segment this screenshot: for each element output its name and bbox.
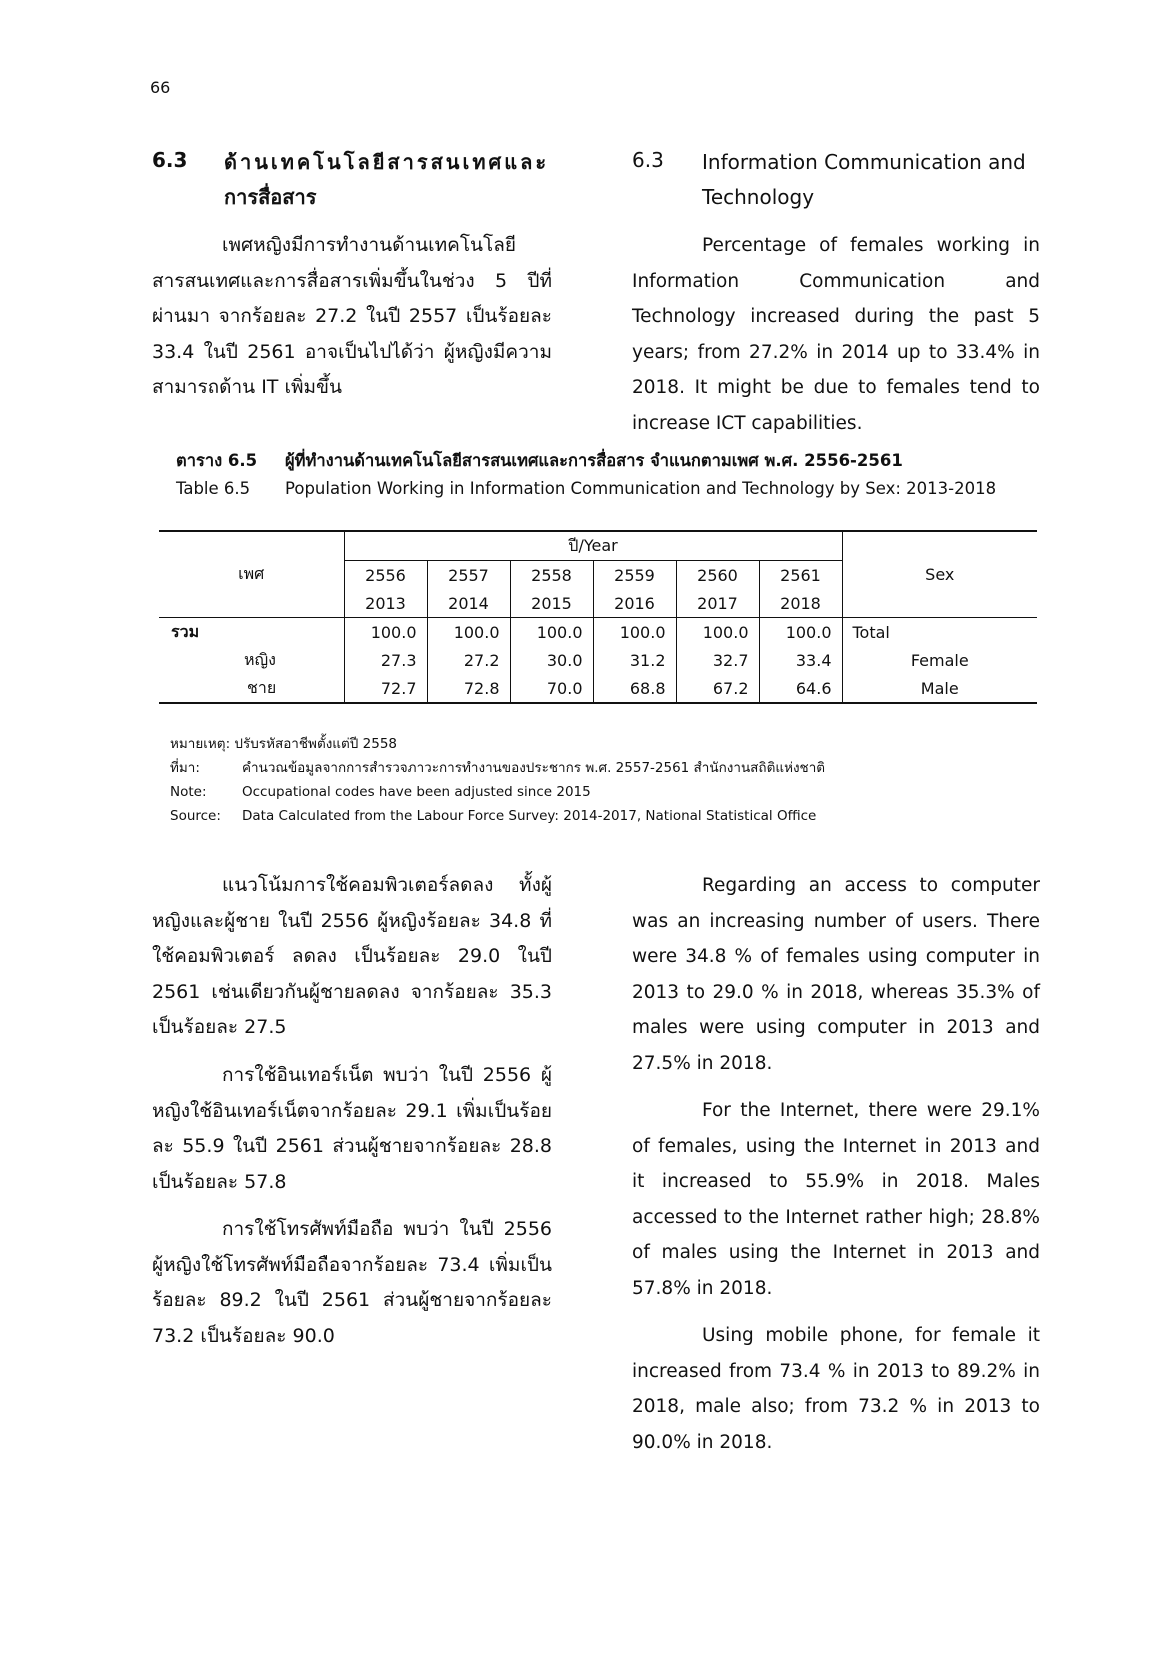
section-title-th-line2: การสื่อสาร <box>224 185 317 209</box>
source-en-text: Data Calculated from the Labour Force Survey: 2014-2017, National Statistical Office <box>242 808 817 824</box>
year-be-cell: 2560 <box>676 561 759 590</box>
year-ce-cell: 2017 <box>676 589 759 618</box>
table-row-total <box>159 618 1037 647</box>
table-row-male <box>159 674 1037 703</box>
note-th-label: หมายเหตุ: <box>170 736 231 752</box>
table-caption-en-title: Population Working in Information Communication and Technology by Sex: 2013-2018 <box>285 479 997 498</box>
source-th-label: ที่มา: <box>170 760 200 776</box>
note-th <box>170 732 1050 756</box>
value-cell: 27.3 <box>344 646 427 674</box>
page-number: 66 <box>150 78 171 97</box>
year-ce-cell: 2013 <box>344 589 427 618</box>
year-be-cell: 2561 <box>759 561 842 590</box>
table-caption-th-title: ผู้ที่ทำงานด้านเทคโนโลยีสารสนเทศและการสื่อสาร จำแนกตามเพศ พ.ศ. 2556-2561 <box>285 451 903 470</box>
section-title-th-line1: ด้านเทคโนโลยีสารสนเทศและ <box>224 150 550 174</box>
body-paragraph-en: Using mobile phone, for female it increased from 73.4 % in 2013 to 89.2% in 2018, male also; from 73.2 % in 2013 to 90.0% in 2018. <box>632 1325 1040 1453</box>
year-ce-cell: 2016 <box>593 589 676 618</box>
year-header: ปี/Year <box>344 531 842 561</box>
section-title-en-line1: Information Communication and <box>702 150 1026 174</box>
value-cell: 33.4 <box>759 646 842 674</box>
body-paragraph-en: For the Internet, there were 29.1% of females, using the Internet in 2013 and it increased to 55.9% in 2018. Males accessed to the Internet rather high; 28.8% of males using the Internet in 2013 and 57.8% in 2018. <box>632 1100 1040 1299</box>
year-ce-cell: 2015 <box>510 589 593 618</box>
body-paragraph-en: Regarding an access to computer was an increasing number of users. There were 34.8 % of females using computer in 2013 to 29.0 % in 2018, whereas 35.3% of males were using computer in 2013 and 27.5% in 2018. <box>632 875 1040 1074</box>
value-cell: 31.2 <box>593 646 676 674</box>
value-cell: 100.0 <box>344 618 427 647</box>
year-ce-cell: 2014 <box>427 589 510 618</box>
intro-paragraph-en: Percentage of females working in Information Communication and Technology increased during the past 5 years; from 27.2% in 2014 up to 33.4% in 2018. It might be due to females tend to increase ICT capabilities. <box>632 235 1040 434</box>
source-th <box>170 756 1050 780</box>
value-cell: 68.8 <box>593 674 676 703</box>
intro-paragraph-th: เพศหญิงมีการทำงานด้านเทคโนโลยีสารสนเทศและการสื่อสารเพิ่มขึ้นในช่วง 5 ปีที่ผ่านมา จากร้อยละ 27.2 ในปี 2557 เป็นร้อยละ 33.4 ในปี 2561 อาจเป็นไปได้ว่า ผู้หญิงมีความสามารถด้าน IT เพิ่มขึ้น <box>152 234 552 398</box>
row-label-en: Total <box>842 618 1037 647</box>
section-title-en-line2: Technology <box>702 185 815 209</box>
year-be-cell: 2558 <box>510 561 593 590</box>
value-cell: 32.7 <box>676 646 759 674</box>
row-label-en: Male <box>842 674 1037 703</box>
note-en-text: Occupational codes have been adjusted since 2015 <box>242 784 591 800</box>
value-cell: 100.0 <box>676 618 759 647</box>
table-caption-en-label: Table 6.5 <box>176 479 251 498</box>
section-number-en: 6.3 <box>632 148 664 172</box>
body-paragraph-th: การใช้โทรศัพท์มือถือ พบว่า ในปี 2556 ผู้หญิงใช้โทรศัพท์มือถือจากร้อยละ 73.4 เพิ่มเป็นร้อยละ 89.2 ในปี 2561 ส่วนผู้ชายจากร้อยละ 73.2 เป็นร้อยละ 90.0 <box>152 1218 552 1347</box>
column-header-en: Sex <box>842 531 1037 618</box>
table-notes <box>170 732 1050 828</box>
value-cell: 100.0 <box>593 618 676 647</box>
note-en <box>170 780 1050 804</box>
value-cell: 64.6 <box>759 674 842 703</box>
body-paragraph-th: การใช้อินเทอร์เน็ต พบว่า ในปี 2556 ผู้หญิงใช้อินเทอร์เน็ตจากร้อยละ 29.1 เพิ่มเป็นร้อยละ 55.9 ในปี 2561 ส่วนผู้ชายจากร้อยละ 28.8 เป็นร้อยละ 57.8 <box>152 1064 552 1193</box>
value-cell: 72.7 <box>344 674 427 703</box>
source-en-label: Source: <box>170 808 221 824</box>
value-cell: 70.0 <box>510 674 593 703</box>
value-cell: 30.0 <box>510 646 593 674</box>
table-row-female <box>159 646 1037 674</box>
value-cell: 72.8 <box>427 674 510 703</box>
value-cell: 100.0 <box>759 618 842 647</box>
section-number-th: 6.3 <box>152 148 188 172</box>
year-be-cell: 2556 <box>344 561 427 590</box>
year-ce-cell: 2018 <box>759 589 842 618</box>
row-label-th: ชาย <box>159 674 344 703</box>
source-en <box>170 804 1050 828</box>
value-cell: 100.0 <box>510 618 593 647</box>
value-cell: 67.2 <box>676 674 759 703</box>
table-caption-th-label: ตาราง 6.5 <box>176 451 258 470</box>
year-be-cell: 2559 <box>593 561 676 590</box>
column-header-th: เพศ <box>159 531 344 618</box>
note-th-text: ปรับรหัสอาชีพตั้งแต่ปี 2558 <box>234 736 397 752</box>
body-paragraph-th: แนวโน้มการใช้คอมพิวเตอร์ลดลง ทั้งผู้หญิงและผู้ชาย ในปี 2556 ผู้หญิงร้อยละ 34.8 ที่ใช้คอมพิวเตอร์ ลดลง เป็นร้อยละ 29.0 ในปี 2561 เช่นเดียวกันผู้ชายลดลง จากร้อยละ 35.3 เป็นร้อยละ 27.5 <box>152 874 552 1038</box>
row-label-en: Female <box>842 646 1037 674</box>
value-cell: 100.0 <box>427 618 510 647</box>
row-label-th: หญิง <box>244 649 276 669</box>
value-cell: 27.2 <box>427 646 510 674</box>
data-table <box>159 530 1037 704</box>
source-th-text: คำนวณข้อมูลจากการสำรวจภาวะการทำงานของประชากร พ.ศ. 2557-2561 สำนักงานสถิติแห่งชาติ <box>242 760 826 776</box>
note-en-label: Note: <box>170 784 207 800</box>
year-be-cell: 2557 <box>427 561 510 590</box>
row-label-th: รวม <box>159 618 344 647</box>
